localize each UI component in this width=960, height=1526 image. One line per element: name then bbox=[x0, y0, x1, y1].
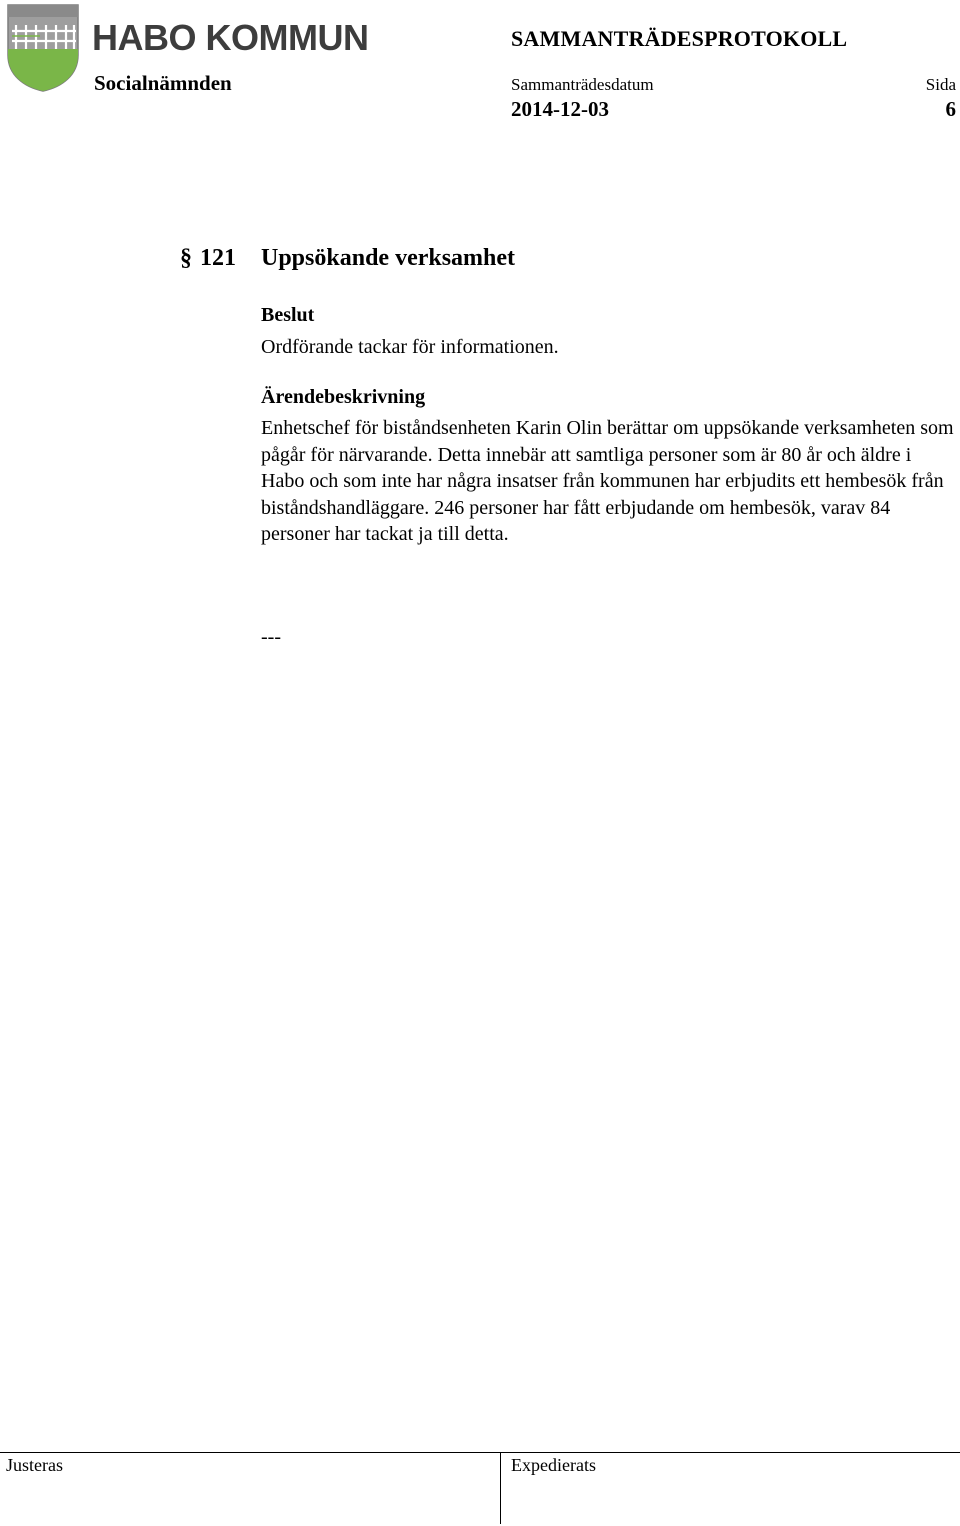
footer-rule bbox=[0, 1452, 960, 1453]
page-number: 6 bbox=[945, 97, 956, 121]
document-type-title: SAMMANTRÄDESPROTOKOLL bbox=[511, 26, 848, 51]
footer-justeras-label: Justeras bbox=[6, 1455, 63, 1475]
section-sign: § bbox=[180, 245, 192, 271]
logo-wordmark: HABO KOMMUN bbox=[92, 17, 369, 58]
decision-text: Ordförande tackar för informationen. bbox=[261, 336, 559, 358]
case-description-text: Enhetschef för biståndsenheten Karin Olin berättar om uppsökande verksamheten som pågår för närvarande. Detta innebär att samtliga personer som är 80 år och äldre i Habo och som inte har några insatser från kommunen har erbjudits ett hembesök från biståndshandläggare. 246 personer har fått erbjudande om hembesök, varav 84 personer har tackat ja till detta. bbox=[261, 417, 954, 545]
case-description-heading: Ärendebeskrivning bbox=[261, 386, 426, 408]
meeting-date-label: Sammanträdesdatum bbox=[511, 75, 654, 94]
section-end-mark: --- bbox=[261, 626, 281, 648]
habo-kommun-coat-of-arms-logo bbox=[6, 3, 80, 93]
page-label: Sida bbox=[925, 75, 956, 94]
department-name: Socialnämnden bbox=[94, 71, 232, 95]
section-number: 121 bbox=[200, 245, 236, 271]
footer-expedierats-label: Expedierats bbox=[511, 1455, 596, 1475]
section-title: Uppsökande verksamhet bbox=[261, 245, 516, 271]
decision-heading: Beslut bbox=[261, 304, 315, 326]
footer-divider bbox=[500, 1452, 501, 1524]
meeting-date-value: 2014-12-03 bbox=[511, 97, 609, 121]
